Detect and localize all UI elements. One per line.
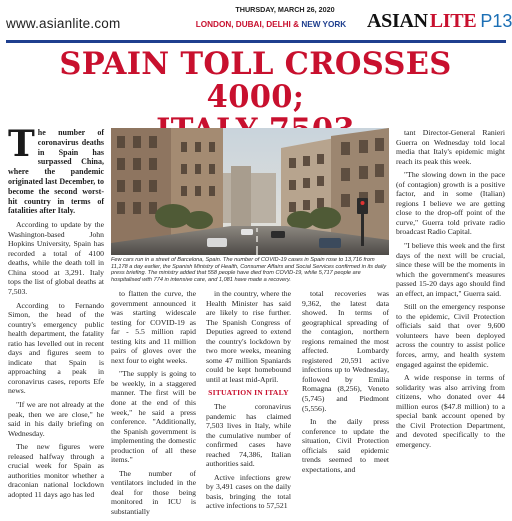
paragraph: to flatten the curve, the government announced it was starting widescale testing for COVID-19 as far - 5.5 million rapid testing kits and 11 million pairs of gloves over the next four to eight weeks. <box>111 289 196 365</box>
lead-text: he number of coronavirus deaths in Spain has surpassed China, where the pandemic originated last December, to become the second worst-hit country in terms of fatalities after Italy. <box>8 128 104 216</box>
issue-date: THURSDAY, MARCH 26, 2020 <box>235 5 335 14</box>
cities-amp: & <box>293 20 300 29</box>
paragraph: "The supply is going to be weekly, in a staggered manner. The first will be done at the end of this week," he said a press conference. "Additionally, the Spanish government is implementing the domestic production of all these items." <box>111 369 196 465</box>
paragraph: Still on the emergency response to the epidemic, Civil Protection officials said that over 9,600 volunteers have been deployed across the country to assist police forces, army, and health system engaged against the epidemic. <box>396 302 505 369</box>
photo-caption: Few cars run in a street of Barcelona, Spain. The number of COVID-19 cases in Spain rose to 13,716 from 11,178 a day earlier, the Spanish Ministry of Health, Consumer Affairs and Social Services confirmed in its daily press briefing. The ministry added that 558 people have died from COVID-19, while 5,717 people are hospitalised with 774 in intensive care, and 1,081 have made a recovery. <box>111 257 387 283</box>
paragraph: tant Director-General Ranieri Guerra on Wednesday told local media that Italy's epidemic might reach its peak this week. <box>396 128 505 166</box>
article-column-2 <box>111 289 196 521</box>
paragraph: According to Fernando Simon, the head of the country's emergency public health department, the fatality ratio has levelled out in recent days and figures seem to indicate that Spain is approaching a peak in coronavirus cases, reports Efe news. <box>8 300 104 396</box>
site-url[interactable]: www.asianlite.com <box>6 16 121 31</box>
paragraph: in the country, where the Health Minister has said are likely to rise further. The Spanish Congress of Deputies agreed to extend the country's lockdown by two more weeks, meaning some 47 million Spaniards could be kept homebound until at least mid-April. <box>206 289 291 384</box>
masthead <box>0 0 511 42</box>
paragraph: Active infections grew by 3,491 cases on the daily basis, bringing the total active infections to 57,521 <box>206 472 291 511</box>
drop-cap: T <box>8 123 35 165</box>
article-column-3 <box>206 289 291 515</box>
article-column-4 <box>302 289 389 478</box>
page-number: P13 <box>480 10 512 31</box>
paragraph: In the daily press conference to update the situation, Civil Protection officials said epidemic trends seemed to meet expectations, and <box>302 417 389 474</box>
asian-lite-logo <box>367 9 512 33</box>
paragraph: The number of ventilators included in the deal for those being monitored in ICU is substantially <box>111 468 196 517</box>
paragraph: The coronavirus pandemic has claimed 7,503 lives in Italy, while the cumulative number of confirmed cases have reached 74,386, Italian authorities said. <box>206 402 291 469</box>
barcelona-street-photo <box>111 128 389 255</box>
street-scene-illustration <box>111 128 389 255</box>
logo-lite: LITE <box>429 9 477 32</box>
article-column-5 <box>396 128 505 454</box>
subhead-situation-italy: SITUATION IN ITALY <box>208 388 289 398</box>
cities-red: LONDON, DUBAI, DELHI <box>195 20 291 29</box>
logo-asian: ASIAN <box>367 9 428 32</box>
edition-cities <box>176 20 366 29</box>
paragraph: According to update by the Washington-based John Hopkins University, Spain has recorded a total of 4100 deaths, while the death toll in China stood at 3,291. Italy tops the list of global deaths at 7,503. <box>8 220 104 296</box>
article-column-1 <box>8 123 104 503</box>
lead-paragraph <box>8 123 104 216</box>
masthead-rule <box>6 40 506 43</box>
headline-line1: SPAIN TOLL CROSSES 4000; <box>59 46 452 115</box>
paragraph: A wide response in terms of solidarity was also arriving from citizens, who donated over 44 million euros ($47.8 million) to a special bank account opened by the Civil Protection Department, and devoted specifically to the emergency. <box>396 373 505 449</box>
paragraph: total recoveries was 9,362, the latest data showed. In terms of geographical spreading of the contagion, northern regions remained the most affected. Lombardy registered 20,591 active infections up to Wednesday, followed by Emilia Romagna (8,256), Veneto (5,745) and Piedmont (5,556). <box>302 289 389 413</box>
paragraph: "If we are not already at the peak, then we are close," he said in his daily briefing on Wednesday. <box>8 400 104 438</box>
paragraph: "I believe this week and the first days of the next will be crucial, since these will be the moments in which the government's measures passed 15-20 days ago should find an effect, an impact," Guerra said. <box>396 241 505 298</box>
paragraph: "The slowing down in the pace (of contagion) growth is a positive factor, and in some (Italian) regions I believe we are getting close to the drop-off point of the curve," Guerra told private radio broadcast Radio Capital. <box>396 170 505 237</box>
paragraph: The new figures were released halfway through a crucial week for Spain as authorities monitor whether a draconian national lockdown adopted 11 days ago has led <box>8 442 104 499</box>
cities-blue: NEW YORK <box>301 20 347 29</box>
